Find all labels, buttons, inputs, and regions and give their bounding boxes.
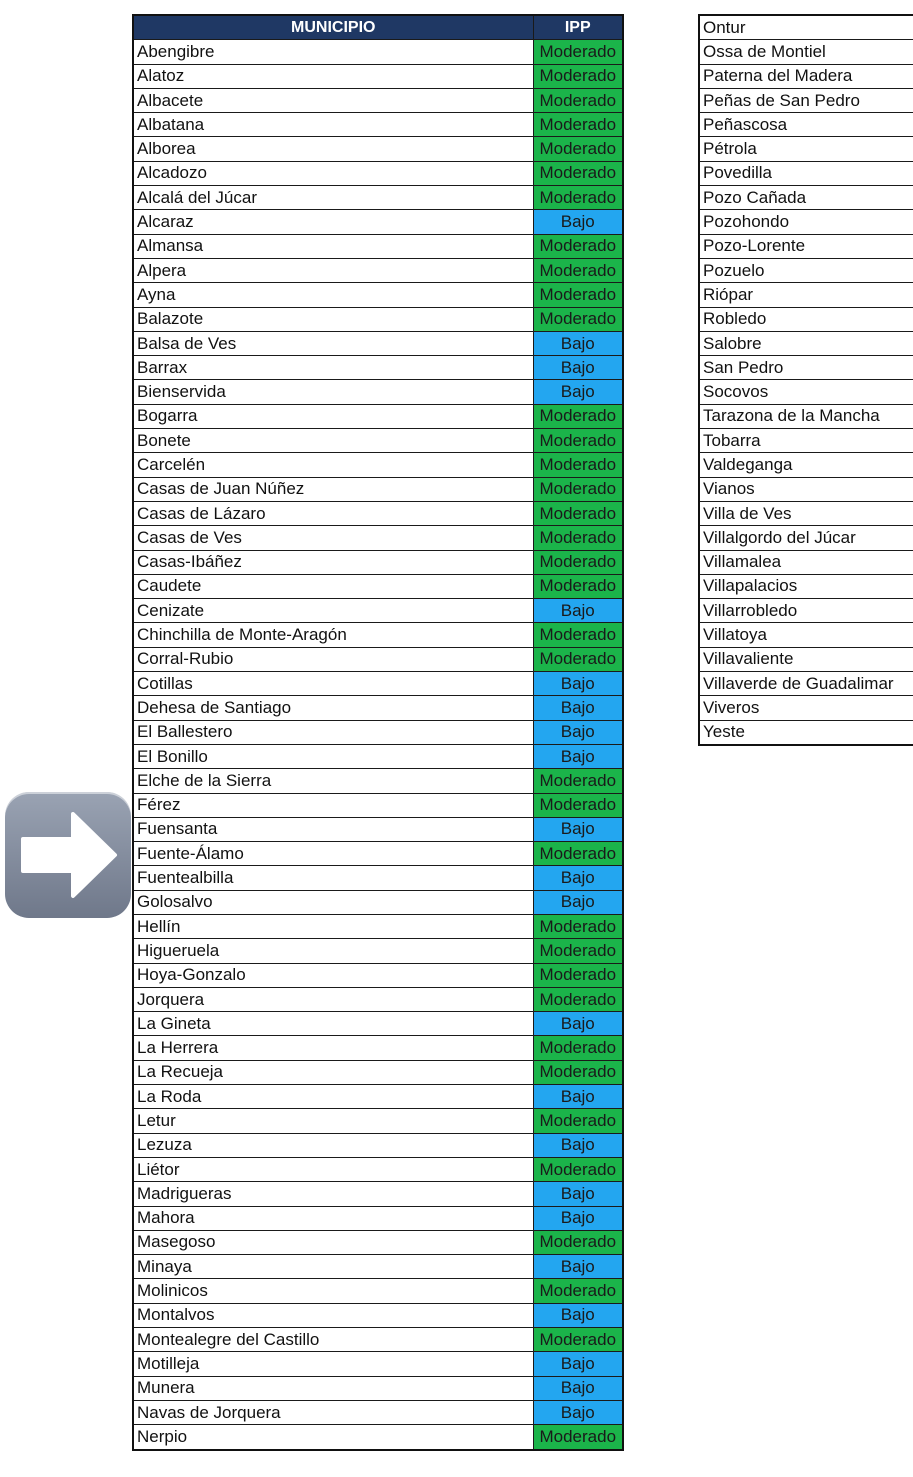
- municipio-cell: Almansa: [133, 234, 533, 258]
- municipio-cell: Povedilla: [699, 161, 913, 185]
- table-row: [133, 1376, 623, 1400]
- municipio-cell: Casas de Juan Núñez: [133, 477, 533, 501]
- table-row: [133, 1109, 623, 1133]
- table-row: [133, 380, 623, 404]
- municipio-cell: Pozohondo: [699, 210, 913, 234]
- municipio-cell: Alborea: [133, 137, 533, 161]
- table-row: [699, 283, 913, 307]
- ipp-cell: Moderado: [533, 1109, 623, 1133]
- table-row: [133, 64, 623, 88]
- municipio-cell: Ontur: [699, 15, 913, 40]
- municipio-cell: Cenizate: [133, 599, 533, 623]
- table-row: [133, 720, 623, 744]
- table-row: [699, 672, 913, 696]
- table-row: [133, 404, 623, 428]
- table-row: [133, 161, 623, 185]
- ipp-cell: Bajo: [533, 866, 623, 890]
- table-row: [133, 574, 623, 598]
- municipio-cell: Jorquera: [133, 987, 533, 1011]
- table-row: [699, 477, 913, 501]
- next-arrow-button[interactable]: [5, 792, 131, 918]
- table-row: [133, 137, 623, 161]
- municipio-cell: Minaya: [133, 1255, 533, 1279]
- municipio-cell: Abengibre: [133, 40, 533, 64]
- municipio-cell: La Roda: [133, 1085, 533, 1109]
- continuation-table-body: [699, 15, 913, 745]
- municipio-cell: Mahora: [133, 1206, 533, 1230]
- table-row: [699, 137, 913, 161]
- ipp-cell: Moderado: [533, 307, 623, 331]
- table-row: [133, 696, 623, 720]
- ipp-cell: Moderado: [533, 574, 623, 598]
- ipp-cell: Bajo: [533, 1012, 623, 1036]
- municipio-cell: Férez: [133, 793, 533, 817]
- ipp-cell: Moderado: [533, 501, 623, 525]
- municipio-cell: Vianos: [699, 477, 913, 501]
- municipio-cell: Fuentealbilla: [133, 866, 533, 890]
- municipio-cell: El Ballestero: [133, 720, 533, 744]
- municipio-cell: Hellín: [133, 914, 533, 938]
- table-row: [133, 40, 623, 64]
- ipp-cell: Bajo: [533, 744, 623, 768]
- municipio-cell: Balazote: [133, 307, 533, 331]
- table-row: [133, 1036, 623, 1060]
- ipp-cell: Moderado: [533, 1060, 623, 1084]
- municipio-cell: Alatoz: [133, 64, 533, 88]
- table-row: [133, 623, 623, 647]
- right-arrow-icon: [5, 792, 131, 918]
- ipp-cell: Moderado: [533, 186, 623, 210]
- table-row: [133, 672, 623, 696]
- municipio-cell: Pozuelo: [699, 258, 913, 282]
- municipio-cell: Hoya-Gonzalo: [133, 963, 533, 987]
- municipio-cell: Liétor: [133, 1157, 533, 1181]
- municipio-cell: Cotillas: [133, 672, 533, 696]
- municipio-cell: La Herrera: [133, 1036, 533, 1060]
- ipp-cell: Moderado: [533, 64, 623, 88]
- municipio-cell: Villalgordo del Júcar: [699, 526, 913, 550]
- municipio-cell: Dehesa de Santiago: [133, 696, 533, 720]
- table-row: [133, 1133, 623, 1157]
- table-row: [133, 501, 623, 525]
- ipp-cell: Moderado: [533, 453, 623, 477]
- ipp-cell: Bajo: [533, 720, 623, 744]
- ipp-cell: Moderado: [533, 1328, 623, 1352]
- municipio-cell: La Recueja: [133, 1060, 533, 1084]
- ipp-cell: Bajo: [533, 380, 623, 404]
- table-row: [133, 210, 623, 234]
- table-row: [133, 914, 623, 938]
- table-row: [699, 307, 913, 331]
- municipio-cell: Tarazona de la Mancha: [699, 404, 913, 428]
- municipio-cell: Golosalvo: [133, 890, 533, 914]
- municipio-cell: Nerpio: [133, 1425, 533, 1450]
- table-row: [133, 258, 623, 282]
- table-row: [133, 1206, 623, 1230]
- municipio-cell: Navas de Jorquera: [133, 1400, 533, 1424]
- table-row: [699, 526, 913, 550]
- table-row: [133, 113, 623, 137]
- municipio-cell: Barrax: [133, 356, 533, 380]
- table-row: [699, 453, 913, 477]
- ipp-cell: Bajo: [533, 1400, 623, 1424]
- table-row: [133, 1157, 623, 1181]
- municipio-cell: Tobarra: [699, 429, 913, 453]
- municipio-cell: Villavaliente: [699, 647, 913, 671]
- ipp-cell: Moderado: [533, 963, 623, 987]
- municipio-cell: Bonete: [133, 429, 533, 453]
- ipp-cell: Moderado: [533, 137, 623, 161]
- table-row: [699, 161, 913, 185]
- table-row: [699, 210, 913, 234]
- table-row: [133, 88, 623, 112]
- table-row: [133, 599, 623, 623]
- municipio-cell: Munera: [133, 1376, 533, 1400]
- municipio-cell: Balsa de Ves: [133, 331, 533, 355]
- table-row: [133, 550, 623, 574]
- municipio-cell: Fuensanta: [133, 817, 533, 841]
- ipp-table-body: [133, 40, 623, 1450]
- table-row: [699, 720, 913, 745]
- table-row: [133, 842, 623, 866]
- municipio-cell: Letur: [133, 1109, 533, 1133]
- ipp-cell: Bajo: [533, 1182, 623, 1206]
- table-header-row: [133, 15, 623, 40]
- table-row: [133, 186, 623, 210]
- table-row: [699, 380, 913, 404]
- municipio-continuation-table: [698, 14, 913, 746]
- municipio-cell: Carcelén: [133, 453, 533, 477]
- ipp-cell: Moderado: [533, 793, 623, 817]
- table-row: [133, 890, 623, 914]
- ipp-cell: Bajo: [533, 817, 623, 841]
- ipp-table: [132, 14, 624, 1451]
- ipp-cell: Moderado: [533, 939, 623, 963]
- ipp-cell: Moderado: [533, 623, 623, 647]
- ipp-cell: Bajo: [533, 696, 623, 720]
- table-row: [699, 113, 913, 137]
- table-row: [699, 186, 913, 210]
- table-row: [133, 307, 623, 331]
- table-row: [699, 15, 913, 40]
- ipp-cell: Bajo: [533, 210, 623, 234]
- table-row: [699, 647, 913, 671]
- ipp-cell: Bajo: [533, 890, 623, 914]
- municipio-cell: San Pedro: [699, 356, 913, 380]
- ipp-cell: Moderado: [533, 258, 623, 282]
- ipp-cell: Moderado: [533, 404, 623, 428]
- ipp-cell: Bajo: [533, 1255, 623, 1279]
- municipio-cell: Peñas de San Pedro: [699, 88, 913, 112]
- municipio-cell: Villatoya: [699, 623, 913, 647]
- table-row: [133, 939, 623, 963]
- table-row: [133, 477, 623, 501]
- table-row: [133, 331, 623, 355]
- municipio-cell: Ayna: [133, 283, 533, 307]
- municipio-cell: Casas de Lázaro: [133, 501, 533, 525]
- header-municipio: MUNICIPIO: [133, 15, 533, 40]
- table-row: [133, 1012, 623, 1036]
- municipio-cell: Valdeganga: [699, 453, 913, 477]
- municipio-cell: Higueruela: [133, 939, 533, 963]
- municipio-cell: Alpera: [133, 258, 533, 282]
- municipio-cell: Corral-Rubio: [133, 647, 533, 671]
- ipp-cell: Moderado: [533, 1279, 623, 1303]
- table-row: [133, 744, 623, 768]
- municipio-cell: Robledo: [699, 307, 913, 331]
- municipio-cell: Casas de Ves: [133, 526, 533, 550]
- table-row: [699, 599, 913, 623]
- table-row: [699, 88, 913, 112]
- ipp-cell: Moderado: [533, 914, 623, 938]
- municipio-cell: Pozo Cañada: [699, 186, 913, 210]
- municipio-cell: Villarrobledo: [699, 599, 913, 623]
- municipio-cell: Alcaraz: [133, 210, 533, 234]
- table-row: [133, 234, 623, 258]
- table-row: [699, 64, 913, 88]
- table-row: [133, 1060, 623, 1084]
- table-row: [133, 1303, 623, 1327]
- municipio-cell: Yeste: [699, 720, 913, 745]
- table-row: [699, 696, 913, 720]
- municipio-cell: Chinchilla de Monte-Aragón: [133, 623, 533, 647]
- municipio-cell: Salobre: [699, 331, 913, 355]
- municipio-cell: Bogarra: [133, 404, 533, 428]
- ipp-cell: Moderado: [533, 1425, 623, 1450]
- table-row: [133, 1352, 623, 1376]
- ipp-cell: Bajo: [533, 599, 623, 623]
- municipio-cell: Montalvos: [133, 1303, 533, 1327]
- ipp-cell: Moderado: [533, 1230, 623, 1254]
- table-row: [133, 1255, 623, 1279]
- table-row: [133, 453, 623, 477]
- ipp-cell: Bajo: [533, 1376, 623, 1400]
- municipio-cell: La Gineta: [133, 1012, 533, 1036]
- table-row: [133, 647, 623, 671]
- municipio-cell: Montealegre del Castillo: [133, 1328, 533, 1352]
- table-row: [133, 866, 623, 890]
- ipp-cell: Bajo: [533, 1352, 623, 1376]
- municipio-cell: Molinicos: [133, 1279, 533, 1303]
- table-row: [133, 1182, 623, 1206]
- municipio-cell: Albacete: [133, 88, 533, 112]
- ipp-cell: Bajo: [533, 1303, 623, 1327]
- table-row: [699, 356, 913, 380]
- table-row: [699, 331, 913, 355]
- municipio-cell: Casas-Ibáñez: [133, 550, 533, 574]
- ipp-cell: Moderado: [533, 769, 623, 793]
- ipp-cell: Bajo: [533, 1206, 623, 1230]
- ipp-cell: Moderado: [533, 40, 623, 64]
- municipio-cell: Villamalea: [699, 550, 913, 574]
- municipio-cell: Elche de la Sierra: [133, 769, 533, 793]
- municipio-cell: Alcalá del Júcar: [133, 186, 533, 210]
- municipio-cell: Fuente-Álamo: [133, 842, 533, 866]
- table-row: [133, 769, 623, 793]
- ipp-cell: Moderado: [533, 550, 623, 574]
- ipp-cell: Moderado: [533, 113, 623, 137]
- municipio-cell: Pétrola: [699, 137, 913, 161]
- table-row: [699, 404, 913, 428]
- table-row: [699, 258, 913, 282]
- table-row: [133, 283, 623, 307]
- table-row: [133, 987, 623, 1011]
- municipio-cell: Madrigueras: [133, 1182, 533, 1206]
- table-row: [133, 526, 623, 550]
- municipio-cell: Bienservida: [133, 380, 533, 404]
- municipio-cell: Caudete: [133, 574, 533, 598]
- municipio-cell: Lezuza: [133, 1133, 533, 1157]
- ipp-cell: Moderado: [533, 161, 623, 185]
- ipp-cell: Bajo: [533, 1133, 623, 1157]
- municipio-cell: Albatana: [133, 113, 533, 137]
- table-row: [699, 574, 913, 598]
- table-row: [133, 1230, 623, 1254]
- ipp-cell: Moderado: [533, 477, 623, 501]
- table-row: [133, 429, 623, 453]
- municipio-cell: Peñascosa: [699, 113, 913, 137]
- ipp-cell: Moderado: [533, 647, 623, 671]
- municipio-cell: El Bonillo: [133, 744, 533, 768]
- table-row: [699, 501, 913, 525]
- table-row: [133, 793, 623, 817]
- ipp-cell: Moderado: [533, 1157, 623, 1181]
- table-row: [699, 623, 913, 647]
- ipp-cell: Moderado: [533, 987, 623, 1011]
- ipp-cell: Moderado: [533, 526, 623, 550]
- municipio-cell: Villa de Ves: [699, 501, 913, 525]
- municipio-cell: Villaverde de Guadalimar: [699, 672, 913, 696]
- municipio-cell: Paterna del Madera: [699, 64, 913, 88]
- table-row: [133, 356, 623, 380]
- table-row: [133, 1425, 623, 1450]
- municipio-cell: Masegoso: [133, 1230, 533, 1254]
- municipio-cell: Pozo-Lorente: [699, 234, 913, 258]
- ipp-cell: Moderado: [533, 234, 623, 258]
- table-row: [133, 1328, 623, 1352]
- table-row: [699, 40, 913, 64]
- header-ipp: IPP: [533, 15, 623, 40]
- table-row: [699, 234, 913, 258]
- municipio-cell: Villapalacios: [699, 574, 913, 598]
- table-row: [133, 817, 623, 841]
- table-row: [133, 1085, 623, 1109]
- municipio-cell: Ossa de Montiel: [699, 40, 913, 64]
- municipio-cell: Riópar: [699, 283, 913, 307]
- municipio-cell: Viveros: [699, 696, 913, 720]
- ipp-cell: Bajo: [533, 356, 623, 380]
- ipp-cell: Moderado: [533, 842, 623, 866]
- ipp-cell: Bajo: [533, 672, 623, 696]
- table-row: [133, 963, 623, 987]
- table-row: [699, 429, 913, 453]
- table-row: [133, 1400, 623, 1424]
- municipio-cell: Socovos: [699, 380, 913, 404]
- ipp-cell: Bajo: [533, 1085, 623, 1109]
- ipp-cell: Moderado: [533, 88, 623, 112]
- ipp-cell: Moderado: [533, 429, 623, 453]
- table-row: [133, 1279, 623, 1303]
- municipio-cell: Motilleja: [133, 1352, 533, 1376]
- ipp-cell: Moderado: [533, 283, 623, 307]
- municipio-cell: Alcadozo: [133, 161, 533, 185]
- ipp-cell: Moderado: [533, 1036, 623, 1060]
- table-row: [699, 550, 913, 574]
- ipp-cell: Bajo: [533, 331, 623, 355]
